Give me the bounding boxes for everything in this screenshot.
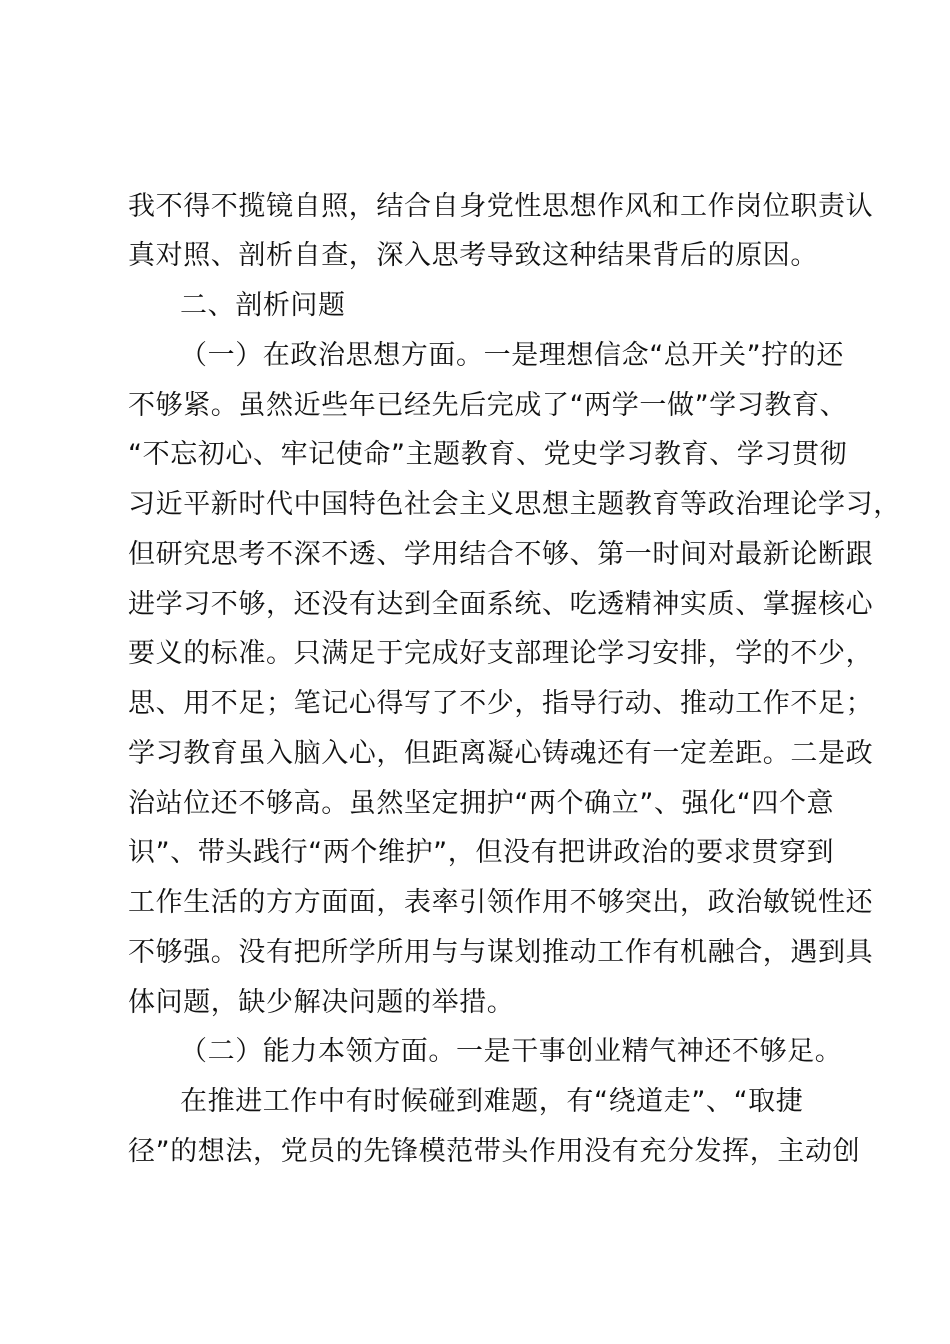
text-line: 治站位还不够高。虽然坚定拥护“两个确立”、强化“四个意 (128, 788, 835, 819)
text-line: 径”的想法，党员的先锋模范带头作用没有充分发挥，主动创 (128, 1136, 861, 1167)
section-heading: 二、剖析问题 (180, 290, 346, 321)
text-line: 学习教育虽入脑入心，但距离凝心铸魂还有一定差距。二是政 (128, 738, 874, 769)
text-line: 要义的标准。只满足于完成好支部理论学习安排，学的不少， (128, 638, 874, 669)
text-line: 我不得不揽镜自照，结合自身党性思想作风和工作岗位职责认 (128, 191, 874, 222)
text-line: 真对照、剖析自查，深入思考导致这种结果背后的原因。 (128, 240, 818, 271)
text-line: 但研究思考不深不透、学用结合不够、第一时间对最新论断跟 (128, 539, 874, 570)
text-line: 不够紧。虽然近些年已经先后完成了“两学一做”学习教育、 (128, 390, 848, 421)
text-line: 进学习不够，还没有达到全面系统、吃透精神实质、掌握核心 (128, 589, 874, 620)
text-line: 习近平新时代中国特色社会主义思想主题教育等政治理论学习， (128, 489, 901, 520)
text-line: 体问题，缺少解决问题的举措。 (128, 987, 515, 1018)
text-line: 思、用不足；笔记心得写了不少，指导行动、推动工作不足； (128, 688, 874, 719)
text-line: “不忘初心、牢记使命”主题教育、党史学习教育、学习贯彻 (128, 439, 848, 470)
text-line: 在推进工作中有时候碰到难题，有“绕道走”、“取捷 (180, 1086, 804, 1117)
text-line: 不够强。没有把所学所用与与谋划推动工作有机融合，遇到具 (128, 937, 874, 968)
text-line: 工作生活的方方面面，表率引领作用不够突出，政治敏锐性还 (128, 887, 874, 918)
text-line: （二）能力本领方面。一是干事创业精气神还不够足。 (180, 1036, 843, 1067)
text-line: （一）在政治思想方面。一是理想信念“总开关”拧的还 (180, 340, 844, 371)
text-line: 识”、带头践行“两个维护”，但没有把讲政治的要求贯穿到 (128, 837, 835, 868)
